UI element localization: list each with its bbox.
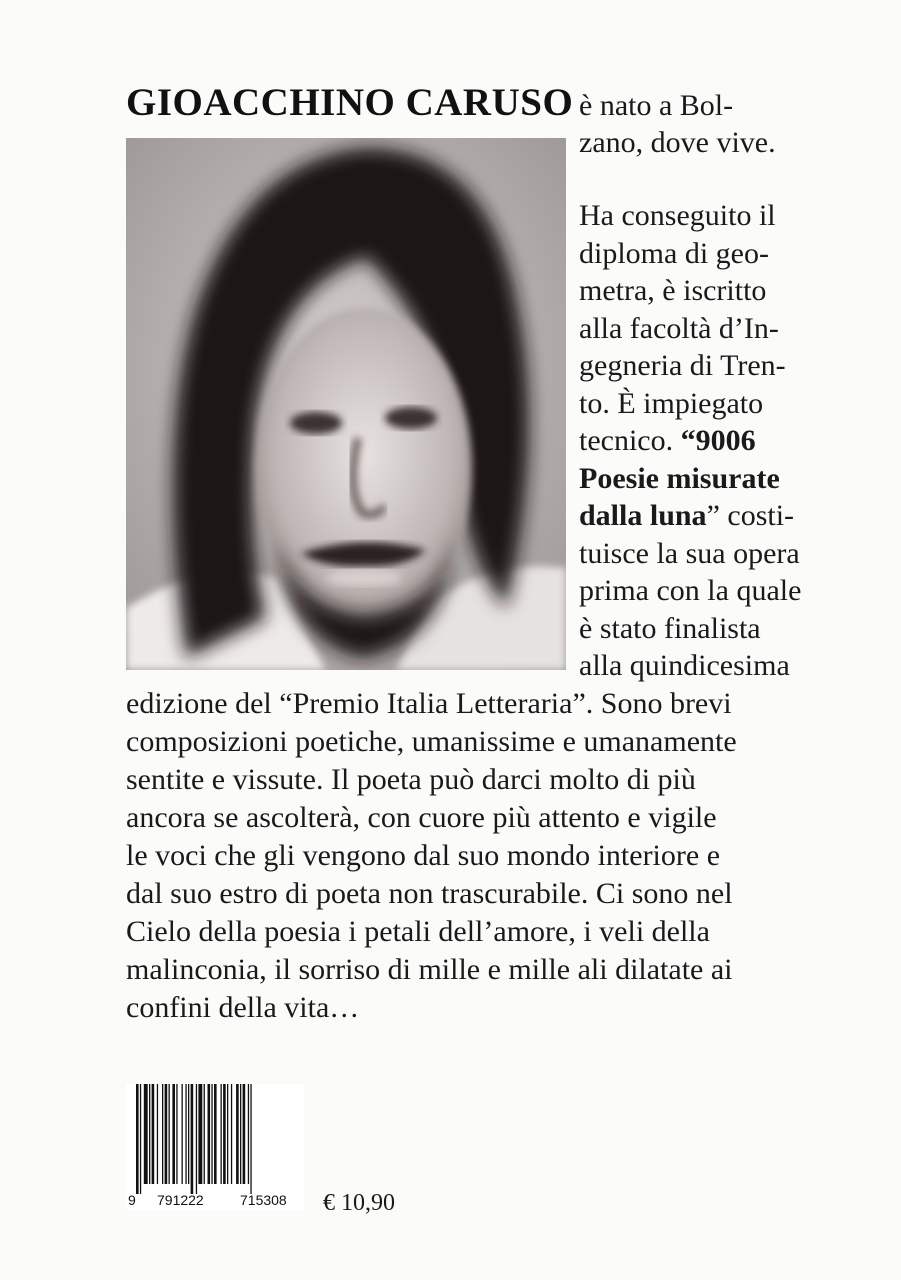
bio-line: edizione del “Premio Italia Letteraria”. Sono brevi xyxy=(126,687,732,720)
barcode-bar xyxy=(188,1084,189,1184)
bio-line: tuisce la sua opera xyxy=(579,537,800,570)
bio-line: dalla luna” costi- xyxy=(579,499,795,532)
bio-line: to. È impiegato xyxy=(579,387,764,420)
bio-line: alla quindicesima xyxy=(579,649,790,682)
barcode-bar xyxy=(196,1084,197,1194)
barcode-bar xyxy=(231,1084,232,1184)
bio-line: alla facoltà d’In- xyxy=(579,312,779,345)
bio-line: confini della vita… xyxy=(126,991,360,1024)
barcode-bar xyxy=(144,1084,148,1184)
barcode-bar xyxy=(214,1084,217,1184)
bio-line: tecnico. “9006 xyxy=(579,424,756,457)
barcode-bar xyxy=(152,1084,155,1184)
bio-line: prima con la quale xyxy=(579,574,802,607)
barcode-bar xyxy=(211,1084,212,1184)
barcode-bar xyxy=(250,1084,251,1194)
barcode-bar xyxy=(176,1084,177,1184)
barcode-right-digits: 715308 xyxy=(240,1192,287,1208)
barcode-bar xyxy=(243,1084,246,1184)
bio-line: gegneria di Tren- xyxy=(579,349,786,382)
barcode-bar xyxy=(240,1084,241,1184)
bio-line: Cielo della poesia i petali dell’amore, i veli della xyxy=(126,915,710,948)
barcode-bar xyxy=(191,1084,194,1194)
barcode-lead-digit: 9 xyxy=(128,1192,136,1208)
price-label: € 10,90 xyxy=(323,1190,395,1216)
barcode-bar xyxy=(162,1084,163,1184)
author-photo xyxy=(126,138,566,670)
barcode-bar xyxy=(223,1084,226,1184)
bio-line: malinconia, il sorriso di mille e mille ali dilatate ai xyxy=(126,953,733,986)
barcode-bar xyxy=(248,1084,249,1184)
bio-line: Ha conseguito il xyxy=(579,199,776,232)
barcode-bar xyxy=(221,1084,222,1184)
barcode-bar xyxy=(140,1084,141,1194)
barcode-bar xyxy=(198,1084,202,1184)
bio-line: ancora se ascolterà, con cuore più attento e vigile xyxy=(126,801,717,834)
barcode-bar xyxy=(136,1084,139,1194)
barcode-bar xyxy=(165,1084,168,1184)
barcode-bar xyxy=(172,1084,175,1184)
bio-line: diploma di geo- xyxy=(579,237,769,270)
author-name: GIOACCHINO CARUSO xyxy=(126,81,574,124)
bio-line: dal suo estro di poeta non trascurabile. Ci sono nel xyxy=(126,877,733,910)
bio-line: le voci che gli vengono dal suo mondo interiore e xyxy=(126,839,721,872)
barcode-left-digits: 791222 xyxy=(157,1192,204,1208)
bio-line: è nato a Bol- xyxy=(579,89,734,122)
barcode-bar xyxy=(236,1084,239,1184)
barcode-bars xyxy=(126,1084,304,1194)
barcode-bar xyxy=(227,1084,228,1184)
barcode-bar xyxy=(169,1084,170,1184)
bio-line: sentite e vissute. Il poeta può darci molto di più xyxy=(126,763,696,796)
barcode-bar xyxy=(185,1084,186,1184)
barcode-bar xyxy=(157,1084,158,1184)
barcode-bar xyxy=(149,1084,150,1184)
bio-line: metra, è iscritto xyxy=(579,274,767,307)
bio-line: zano, dove vive. xyxy=(579,126,776,159)
barcode-bar xyxy=(182,1084,183,1184)
barcode-bar xyxy=(208,1084,211,1184)
author-portrait-image xyxy=(126,138,566,670)
bio-line: composizioni poetiche, umanissime e umanamente xyxy=(126,725,737,758)
bio-line-bold: Poesie misurate xyxy=(579,462,780,495)
barcode-bar xyxy=(204,1084,205,1184)
bio-line: è stato finalista xyxy=(579,612,761,645)
